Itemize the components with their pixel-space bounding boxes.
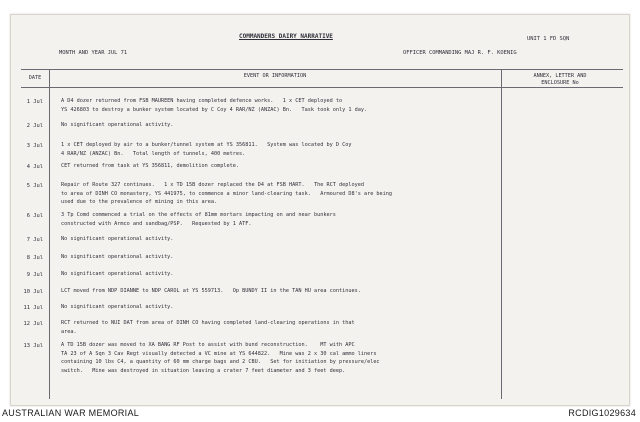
entry-date: 13 Jul (23, 343, 43, 349)
event-column-header: EVENT OR INFORMATION (243, 73, 307, 79)
entry-text: LCT moved from NDP DIANNE to NDP CAROL at YS 559713. Op BUNDY II in the TAN HU area continues. (61, 288, 361, 294)
entry-date: 7 Jul (26, 237, 43, 243)
entry-date: 11 Jul (23, 305, 43, 311)
date-column-header: DATE (28, 75, 42, 81)
entry-text: No significant operational activity. (61, 271, 174, 277)
entry-date: 6 Jul (26, 213, 43, 219)
footer-record-id: RCDIG1029634 (568, 408, 636, 418)
entry-text: 1 x CET deployed by air to a bunker/tunnel system at YS 356811. System was located by D Coy 4 RAR/NZ (ANZAC) Bn. Total length of tunnels, 400 metres. (61, 142, 352, 157)
month-year-label: MONTH AND YEAR JUL 71 (59, 50, 128, 56)
entry-text: A TD 15B dozer was moved to XA BANG RF Post to assist with bund reconstruction. MT with APC TA 23 of A Sqn 3 Cav Regt visually detected a VC mine at YS 644822. Mine was 2 x 30 cal ammo liners containing 10 lbs C4, a quantity of 60 mm charge bags and 2 CBU. Set for initiation by pressure/elec switch. Mine was destroyed in situation leaving a crater 7 feet diameter and 3 feet deep. (61, 342, 380, 374)
entry-date: 8 Jul (26, 255, 43, 261)
document-sheet (10, 14, 630, 406)
entry-date: 9 Jul (26, 272, 43, 278)
entry-date: 4 Jul (26, 164, 43, 170)
entry-text: No significant operational activity. (61, 236, 174, 242)
entry-text: A D4 dozer returned from FSB MAUREEN having completed defence works. 1 x CET deployed to YS 426803 to destroy a bunker system located by C Coy 4 RAR/NZ (ANZAC) Bn. Task took only 1 day. (61, 98, 368, 113)
entry-date: 1 Jul (26, 99, 43, 105)
document-title: COMMANDERS DAIRY NARRATIVE (239, 33, 333, 40)
annex-column-divider (501, 69, 502, 399)
entry-text: CET returned from task at YS 356811, demolition complete. (61, 163, 240, 169)
entry-date: 10 Jul (23, 289, 43, 295)
date-column-divider (49, 69, 50, 399)
entry-date: 12 Jul (23, 321, 43, 327)
entry-text: Repair of Route 327 continues. 1 x TD 15B dozer replaced the D4 at FSB HART. The RCT deployed to area of DINH CO monastery, YS 441975, to commence a minor land-clearing task. Armoured D8's are being used due to the prevalence of mining in this area. (61, 182, 393, 205)
annex-column-header-line2: ENCLOSURE No (541, 80, 579, 86)
table-header-rule (21, 87, 623, 88)
entry-text: 3 Tp Comd commenced a trial on the effects of 81mm mortars impacting on and near bunkers constructed with Armco and sandbag/PSP. Requested by 1 ATF. (61, 212, 336, 227)
entry-text: No significant operational activity. (61, 304, 174, 310)
annex-column-header-line1: ANNEX, LETTER AND (533, 73, 587, 79)
entry-text: No significant operational activity. (61, 122, 174, 128)
entry-date: 5 Jul (26, 183, 43, 189)
officer-commanding-label: OFFICER COMMANDING MAJ R. F. KOENIG (403, 50, 517, 56)
entry-date: 2 Jul (26, 123, 43, 129)
entry-text: RCT returned to NUI DAT from area of DINH CO having completed land-clearing operations in that area. (61, 320, 355, 335)
footer-source-label: AUSTRALIAN WAR MEMORIAL (2, 408, 140, 418)
entry-text: No significant operational activity. (61, 254, 174, 260)
table-top-rule (21, 69, 623, 70)
entry-date: 3 Jul (26, 143, 43, 149)
unit-label: UNIT 1 FD SQN (527, 36, 570, 42)
